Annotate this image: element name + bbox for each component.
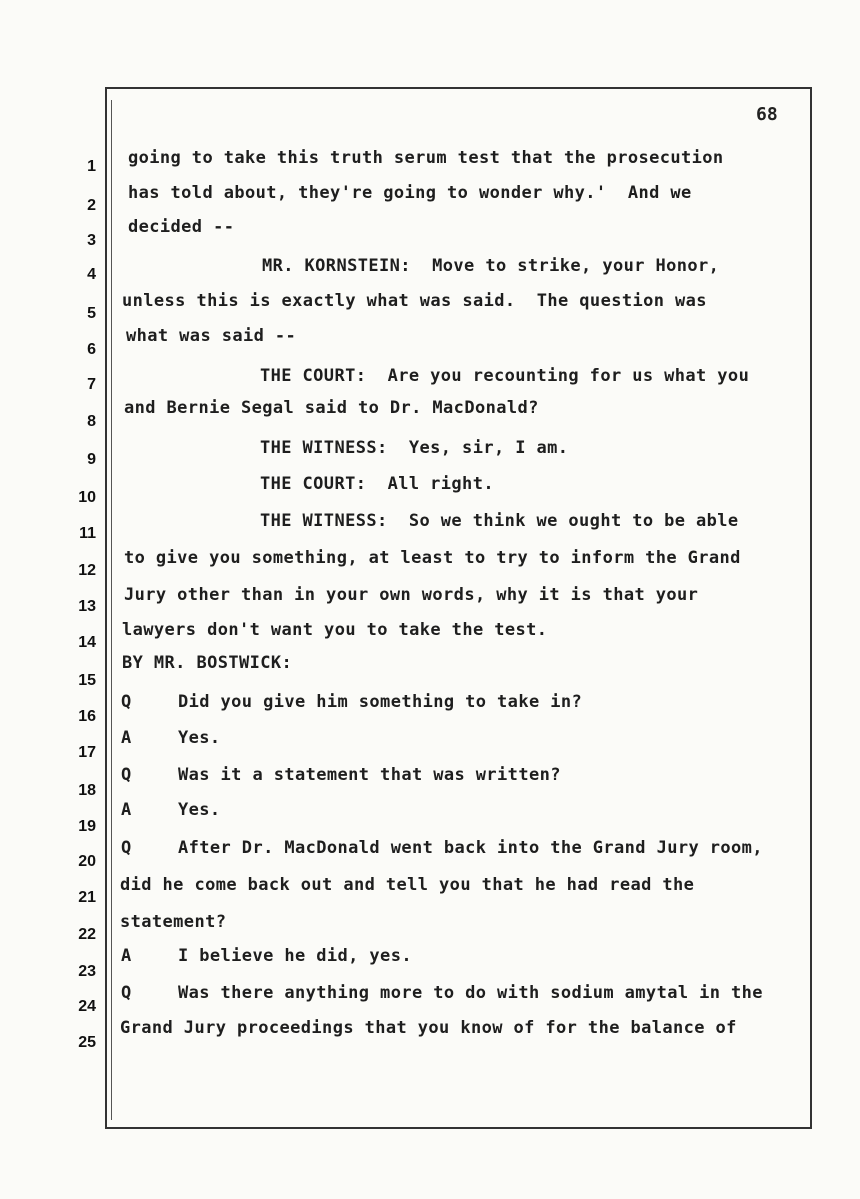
line-number: 11: [79, 525, 96, 542]
transcript-line: and Bernie Segal said to Dr. MacDonald?: [124, 398, 539, 418]
line-number: 20: [78, 853, 96, 870]
transcript-line: has told about, they're going to wonder why.' And we: [128, 183, 692, 203]
transcript-line: THE WITNESS: So we think we ought to be able: [260, 511, 739, 531]
line-number: 22: [78, 926, 96, 943]
line-number: 8: [87, 413, 96, 430]
transcript-line: THE COURT: Are you recounting for us what you: [260, 366, 750, 386]
transcript-line: what was said --: [126, 326, 297, 346]
line-number: 17: [78, 744, 96, 761]
transcript-line: BY MR. BOSTWICK:: [122, 653, 293, 673]
transcript-line: decided --: [128, 217, 235, 237]
question-marker: Q: [121, 765, 132, 785]
line-number: 14: [78, 634, 96, 651]
margin-rule: [111, 100, 112, 1120]
question-marker: Q: [121, 983, 132, 1003]
transcript-line: to give you something, at least to try to inform the Grand: [124, 548, 741, 568]
page-border: [105, 87, 812, 1129]
line-number: 1: [87, 158, 96, 175]
answer-marker: A: [121, 728, 132, 748]
transcript-line: lawyers don't want you to take the test.: [122, 620, 548, 640]
transcript-line: going to take this truth serum test that the prosecution: [128, 148, 724, 168]
transcript-line: Yes.: [178, 728, 221, 748]
transcript-line: MR. KORNSTEIN: Move to strike, your Honor,: [262, 256, 720, 276]
line-number: 6: [87, 341, 96, 358]
transcript-line: THE COURT: All right.: [260, 474, 494, 494]
transcript-line: Grand Jury proceedings that you know of for the balance of: [120, 1018, 737, 1038]
line-number: 25: [78, 1034, 96, 1051]
line-number: 15: [78, 672, 96, 689]
line-number: 16: [78, 708, 96, 725]
answer-marker: A: [121, 800, 132, 820]
transcript-line: unless this is exactly what was said. The question was: [122, 291, 707, 311]
transcript-line: statement?: [120, 912, 227, 932]
line-number: 19: [78, 818, 96, 835]
transcript-line: did he come back out and tell you that he had read the: [120, 875, 695, 895]
line-number: 4: [87, 266, 96, 283]
transcript-line: Was there anything more to do with sodium amytal in the: [178, 983, 763, 1003]
line-number: 10: [78, 489, 96, 506]
line-number: 2: [87, 197, 96, 214]
line-number: 5: [87, 305, 96, 322]
page-number: 68: [756, 104, 778, 125]
line-number: 12: [78, 562, 96, 579]
transcript-line: THE WITNESS: Yes, sir, I am.: [260, 438, 569, 458]
question-marker: Q: [121, 838, 132, 858]
line-number: 21: [78, 889, 96, 906]
line-number: 23: [78, 963, 96, 980]
line-number: 18: [78, 782, 96, 799]
line-number: 24: [78, 998, 96, 1015]
transcript-line: Yes.: [178, 800, 221, 820]
transcript-line: I believe he did, yes.: [178, 946, 412, 966]
question-marker: Q: [121, 692, 132, 712]
answer-marker: A: [121, 946, 132, 966]
line-number: 3: [87, 232, 96, 249]
transcript-line: Jury other than in your own words, why it is that your: [124, 585, 699, 605]
transcript-line: Did you give him something to take in?: [178, 692, 583, 712]
line-number: 7: [87, 376, 96, 393]
transcript-line: Was it a statement that was written?: [178, 765, 561, 785]
transcript-line: After Dr. MacDonald went back into the Grand Jury room,: [178, 838, 763, 858]
line-number: 13: [78, 598, 96, 615]
line-number: 9: [87, 451, 96, 468]
